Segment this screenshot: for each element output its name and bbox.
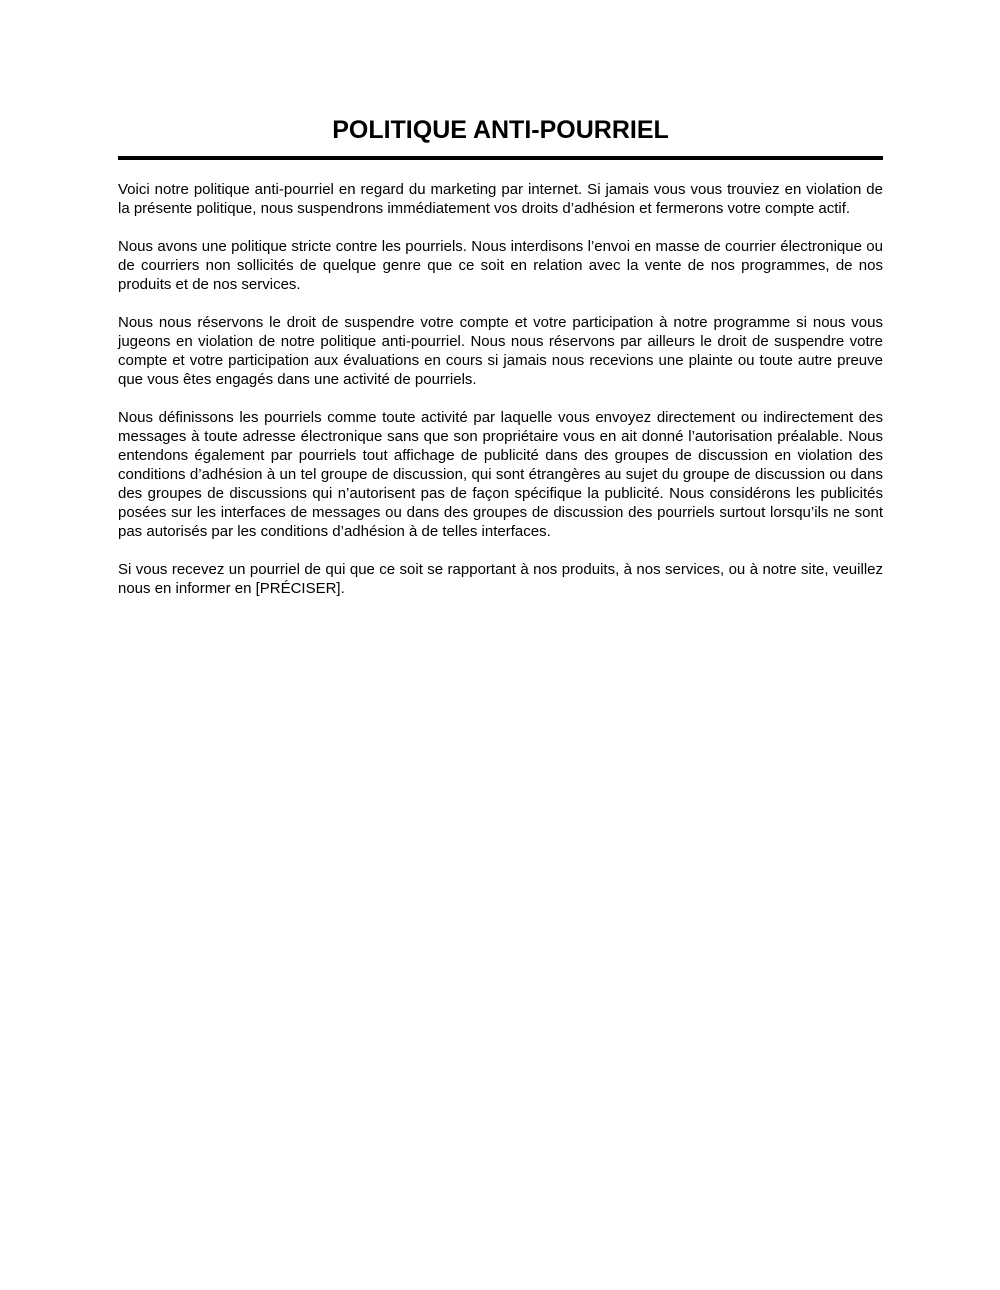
paragraph-strict-policy: Nous avons une politique stricte contre les pourriels. Nous interdisons l’envoi en masse de courrier électronique ou de courriers non sollicités de quelque genre que ce soit en relation avec la vente de nos programmes, de nos produits et de nos services. bbox=[118, 238, 883, 293]
document-title: POLITIQUE ANTI-POURRIEL bbox=[332, 116, 669, 144]
paragraph-spam-definition: Nous définissons les pourriels comme toute activité par laquelle vous envoyez directement ou indirectement des messages à toute adresse électronique sans que son propriétaire vous en ait donné l’autorisation préalable. Nous entendons également par pourriels tout affichage de publicité dans des groupes de discussion en violation des conditions d’adhésion à un tel groupe de discussion, qui sont étrangères au sujet du groupe de discussion ou dans des groupes de discussions qui n’autorisent pas de façon spécifique la publicité. Nous considérons les publicités posées sur les interfaces de messages ou dans des groupes de discussion des pourriels surtout lorsqu’ils ne sont pas autorisés par les conditions d’adhésion à de telles interfaces. bbox=[118, 409, 883, 540]
title-underline bbox=[118, 156, 883, 160]
paragraph-suspension-rights: Nous nous réservons le droit de suspendre votre compte et votre participation à notre programme si nous vous jugeons en violation de notre politique anti-pourriel. Nous nous réservons par ailleurs le droit de suspendre votre compte et votre participation aux évaluations en cours si jamais nous recevions une plainte ou toute autre preuve que vous êtes engagés dans une activité de pourriels. bbox=[118, 314, 883, 388]
paragraph-intro: Voici notre politique anti-pourriel en regard du marketing par internet. Si jamais vous vous trouviez en violation de la présente politique, nous suspendrons immédiatement vos droits d’adhésion et fermerons votre compte actif. bbox=[118, 181, 883, 217]
paragraph-report-spam: Si vous recevez un pourriel de qui que ce soit se rapportant à nos produits, à nos services, ou à notre site, veuillez nous en informer en [PRÉCISER]. bbox=[118, 561, 883, 597]
document-page bbox=[118, 110, 883, 617]
